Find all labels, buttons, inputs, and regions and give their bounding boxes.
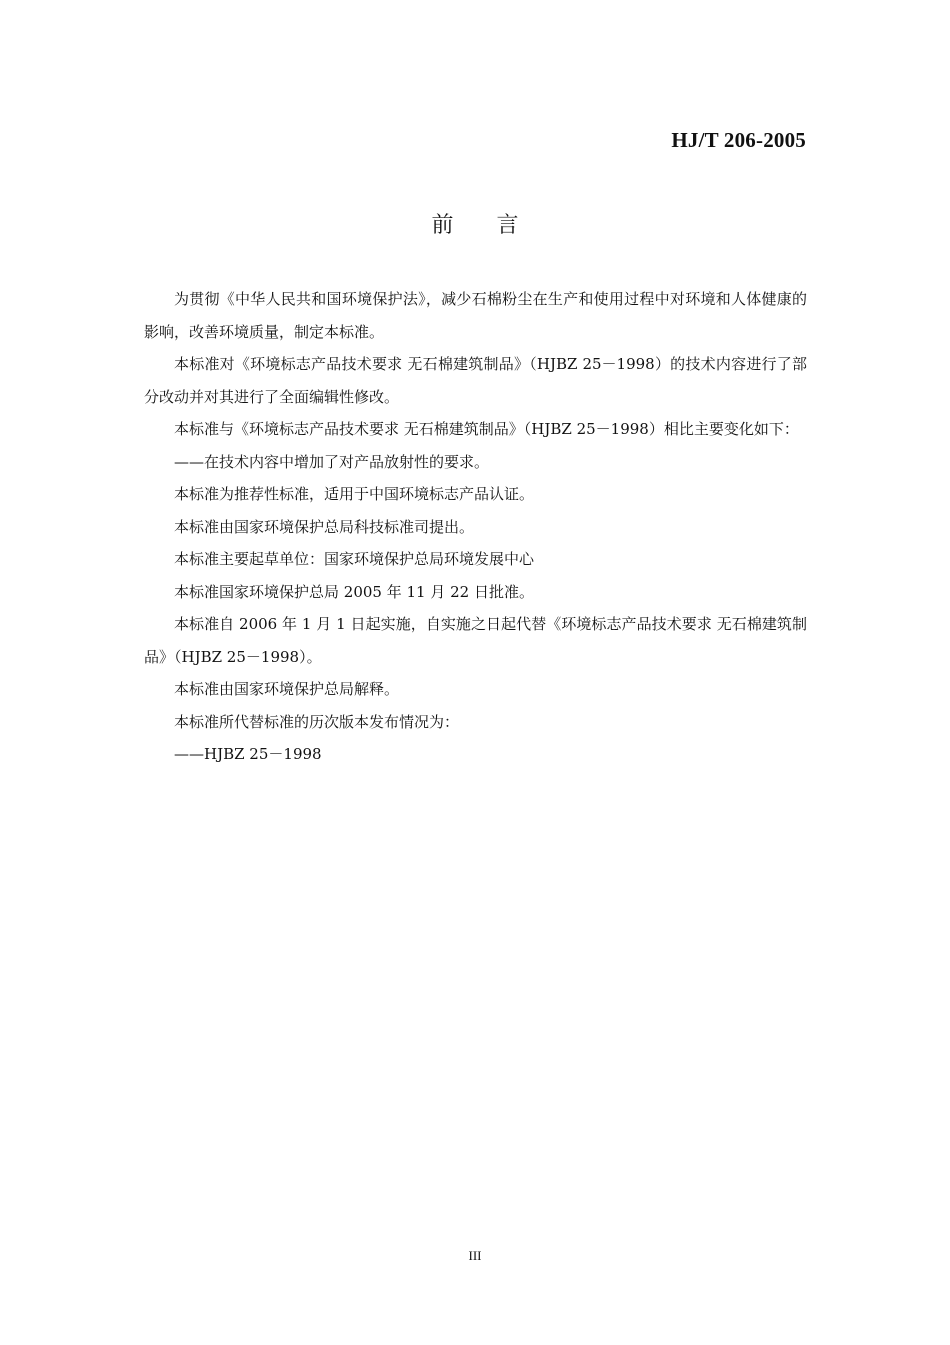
paragraph-history-item: ——HJBZ 25－1998 (174, 745, 322, 763)
paragraph-purpose: 为贯彻《中华人民共和国环境保护法》，减少石棉粉尘在生产和使用过程中对环境和人体健康的影响，改善环境质量，制定本标准。 (144, 290, 807, 341)
page-title: 前 言 (431, 213, 537, 238)
paragraph-interpretation: 本标准由国家环境保护总局解释。 (174, 680, 400, 698)
page-number: III (468, 1248, 482, 1263)
paragraph-change-item: ——在技术内容中增加了对产品放射性的要求。 (174, 452, 490, 471)
paragraph-recommended: 本标准为推荐性标准，适用于中国环境标志产品认证。 (174, 485, 535, 503)
paragraph-changes-intro: 本标准与《环境标志产品技术要求 无石棉建筑制品》（HJBZ 25－1998）相比主要变化如下： (174, 420, 799, 438)
paragraph-drafter: 本标准主要起草单位：国家环境保护总局环境发展中心 (174, 550, 535, 568)
paragraph-effective: 本标准自 2006 年 1 月 1 日起实施，自实施之日起代替《环境标志产品技术要求 无石棉建筑制品》（HJBZ 25－1998）。 (144, 615, 807, 666)
paragraph-history-intro: 本标准所代替标准的历次版本发布情况为： (174, 712, 460, 731)
document-code: HJ/T 206-2005 (671, 128, 806, 152)
paragraph-approval: 本标准国家环境保护总局 2005 年 11 月 22 日批准。 (174, 582, 534, 601)
paragraph-proposer: 本标准由国家环境保护总局科技标准司提出。 (174, 517, 475, 536)
foreword-body (144, 283, 807, 771)
paragraph-revision: 本标准对《环境标志产品技术要求 无石棉建筑制品》（HJBZ 25－1998）的技术内容进行了部分改动并对其进行了全面编辑性修改。 (144, 355, 807, 406)
